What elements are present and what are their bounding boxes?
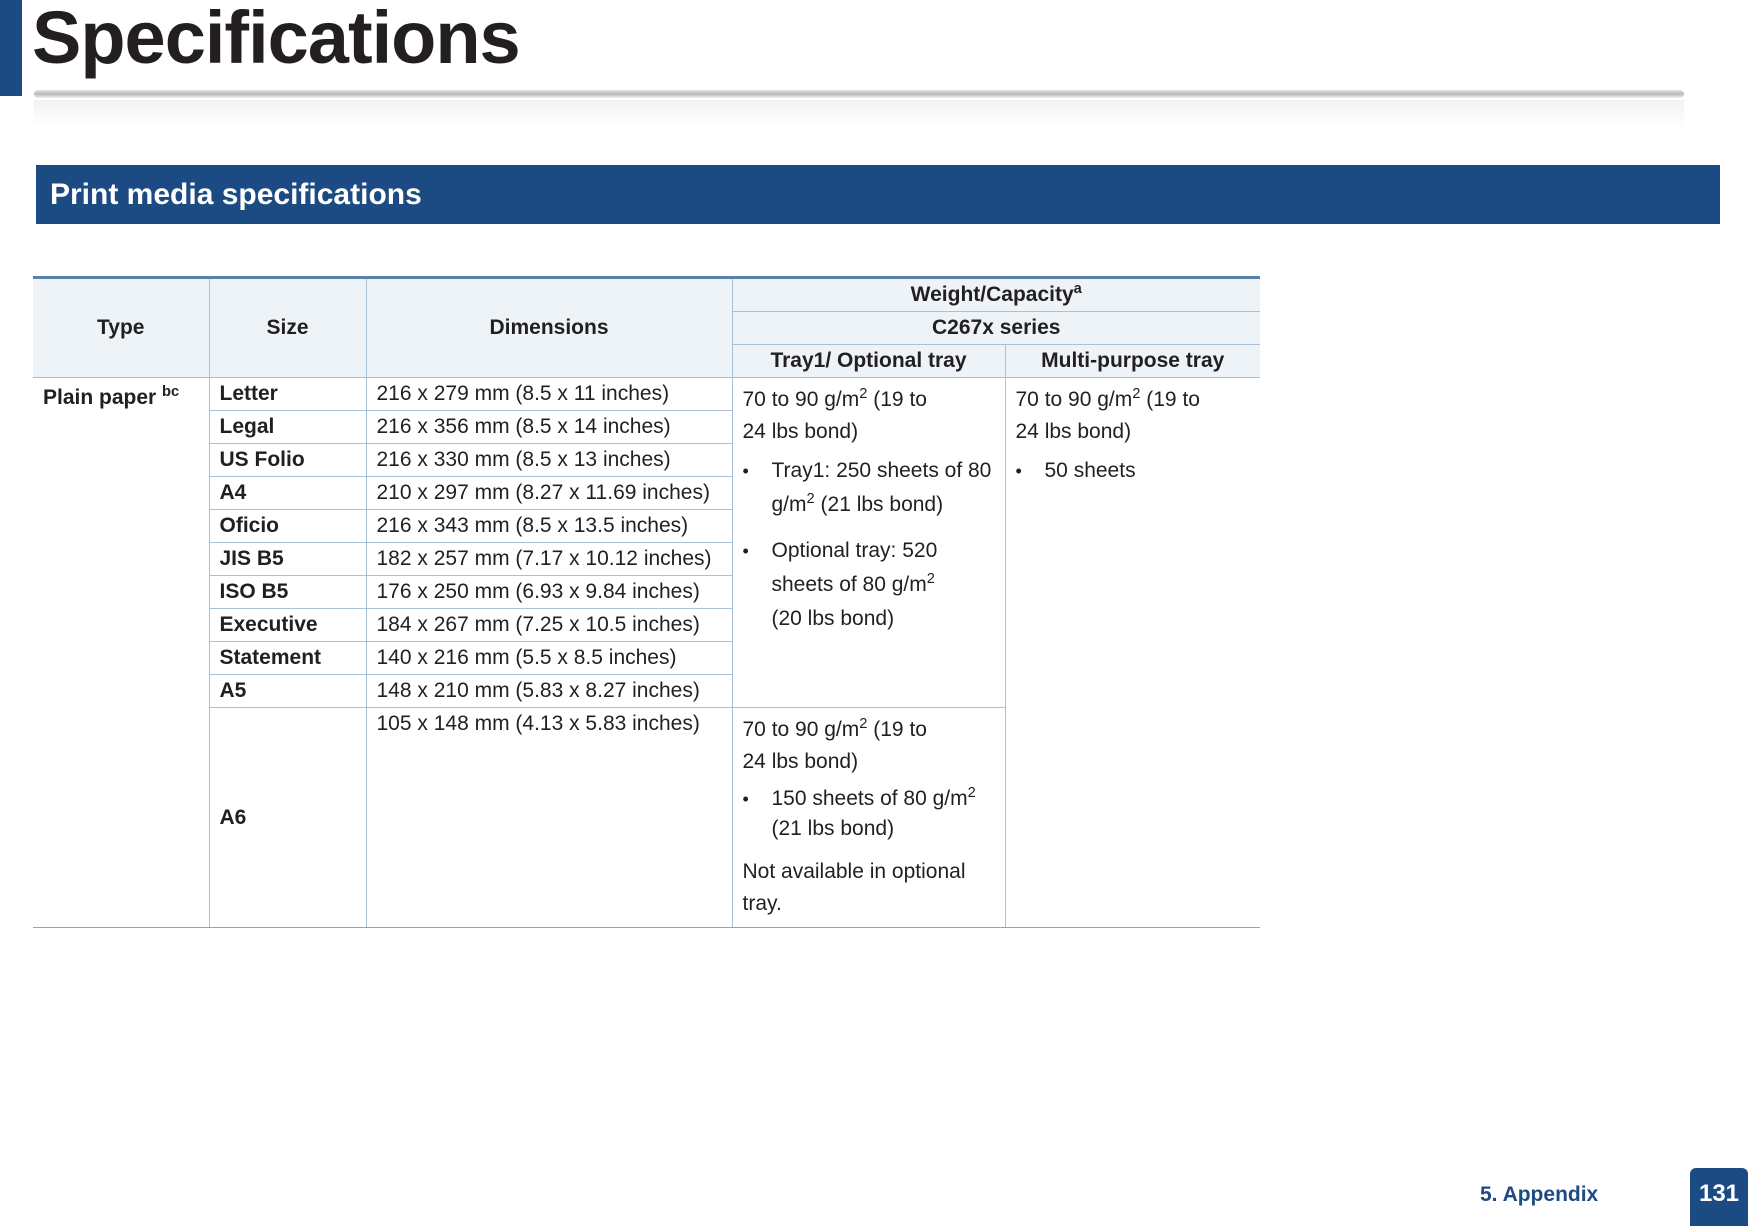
- dimensions-cell: 216 x 279 mm (8.5 x 11 inches): [366, 378, 732, 411]
- size-cell: Letter: [209, 378, 366, 411]
- dimensions-cell: 182 x 257 mm (7.17 x 10.12 inches): [366, 543, 732, 576]
- tray1-bullet1-a: Tray1: 250 sheets of 80 g/m: [771, 459, 992, 516]
- size-cell: US Folio: [209, 444, 366, 477]
- tray1-a6-capacity-cell: [732, 708, 1005, 928]
- tray1-a6-weight-suffix: (19 to: [867, 718, 927, 741]
- header-multipurpose: Multi-purpose tray: [1005, 345, 1260, 378]
- tray1-a6-bullets: [743, 784, 995, 844]
- tray1-capacity-cell: [732, 378, 1005, 708]
- multipurpose-capacity-cell: [1005, 378, 1260, 928]
- mp-weight-line2: 24 lbs bond): [1015, 420, 1132, 443]
- tray1-bullets: [743, 454, 995, 636]
- tray1-a6-weight-line2: 24 lbs bond): [742, 750, 859, 773]
- tray1-bullet2-b: (20 lbs bond): [771, 607, 895, 630]
- list-item: [743, 454, 995, 522]
- mp-weight-prefix: 70 to 90 g/m: [1015, 388, 1133, 411]
- tray1-weight-prefix: 70 to 90 g/m: [742, 388, 860, 411]
- dimensions-cell: 176 x 250 mm (6.93 x 9.84 inches): [366, 576, 732, 609]
- dimensions-cell: 105 x 148 mm (4.13 x 5.83 inches): [366, 708, 732, 928]
- tray1-weight: [743, 380, 995, 448]
- header-weight-capacity: [732, 278, 1260, 312]
- page-title: Specifications: [32, 0, 520, 79]
- dimensions-cell: 216 x 343 mm (8.5 x 13.5 inches): [366, 510, 732, 543]
- page-number: 131: [1698, 1180, 1740, 1207]
- header-weight-capacity-label: Weight/Capacity: [910, 283, 1074, 306]
- mp-weight-exp: 2: [1132, 386, 1141, 402]
- title-divider: [34, 90, 1684, 98]
- size-cell: Oficio: [209, 510, 366, 543]
- dimensions-cell: 140 x 216 mm (5.5 x 8.5 inches): [366, 642, 732, 675]
- tray1-weight-suffix: (19 to: [867, 388, 927, 411]
- dimensions-cell: 148 x 210 mm (5.83 x 8.27 inches): [366, 675, 732, 708]
- section-title: Print media specifications: [50, 178, 422, 211]
- list-item: • 50 sheets: [1016, 454, 1251, 488]
- footnote-bc: bc: [162, 384, 180, 400]
- size-cell: Legal: [209, 411, 366, 444]
- footer-chapter: 5. Appendix: [1480, 1183, 1599, 1206]
- list-item: [743, 534, 995, 636]
- tray1-bullet1-b: (21 lbs bond): [814, 493, 944, 516]
- tray1-a6-bullet1-b: (21 lbs bond): [771, 817, 895, 840]
- size-cell: ISO B5: [209, 576, 366, 609]
- table-row: [33, 378, 1260, 411]
- dimensions-cell: 210 x 297 mm (8.27 x 11.69 inches): [366, 477, 732, 510]
- mp-bullets: [1016, 454, 1251, 488]
- dimensions-cell: 216 x 330 mm (8.5 x 13 inches): [366, 444, 732, 477]
- tray1-weight-exp: 2: [859, 386, 868, 402]
- dimensions-cell: 184 x 267 mm (7.25 x 10.5 inches): [366, 609, 732, 642]
- page-number-badge: [1690, 1168, 1748, 1226]
- tray1-a6-bullet1-exp: 2: [967, 785, 976, 801]
- tray1-a6-bullet1-a: 150 sheets of 80 g/m: [771, 787, 968, 810]
- mp-weight-suffix: (19 to: [1140, 388, 1200, 411]
- size-cell: A5: [209, 675, 366, 708]
- tray1-a6-weight: [743, 710, 995, 778]
- size-cell: Executive: [209, 609, 366, 642]
- type-label: Plain paper: [43, 386, 163, 409]
- tray1-a6-weight-exp: 2: [859, 716, 868, 732]
- footnote-a: a: [1073, 281, 1082, 297]
- header-row-1: [33, 278, 1260, 312]
- print-media-table: [33, 276, 1260, 928]
- tray1-a6-note: Not available in optional tray.: [742, 860, 966, 915]
- size-cell: Statement: [209, 642, 366, 675]
- header-series: C267x series: [732, 312, 1260, 345]
- list-item: [743, 784, 995, 844]
- tray1-bullet2-a: Optional tray: 520 sheets of 80 g/m: [771, 539, 938, 596]
- title-divider-shadow: [34, 100, 1684, 128]
- tray1-bullet1-exp: 2: [806, 491, 815, 507]
- section-header: [36, 165, 1720, 224]
- tray1-bullet2-exp: 2: [926, 571, 935, 587]
- header-size: Size: [209, 278, 366, 378]
- header-tray1: Tray1/ Optional tray: [732, 345, 1005, 378]
- header-dimensions: Dimensions: [366, 278, 732, 378]
- mp-weight: [1016, 380, 1251, 448]
- type-cell: [33, 378, 209, 928]
- size-cell: A6: [209, 708, 366, 928]
- size-cell: JIS B5: [209, 543, 366, 576]
- dimensions-cell: 216 x 356 mm (8.5 x 14 inches): [366, 411, 732, 444]
- title-accent-bar: [0, 0, 22, 96]
- print-media-table-container: [33, 276, 1260, 928]
- size-cell: A4: [209, 477, 366, 510]
- header-type: Type: [33, 278, 209, 378]
- tray1-weight-line2: 24 lbs bond): [742, 420, 859, 443]
- tray1-a6-weight-prefix: 70 to 90 g/m: [742, 718, 860, 741]
